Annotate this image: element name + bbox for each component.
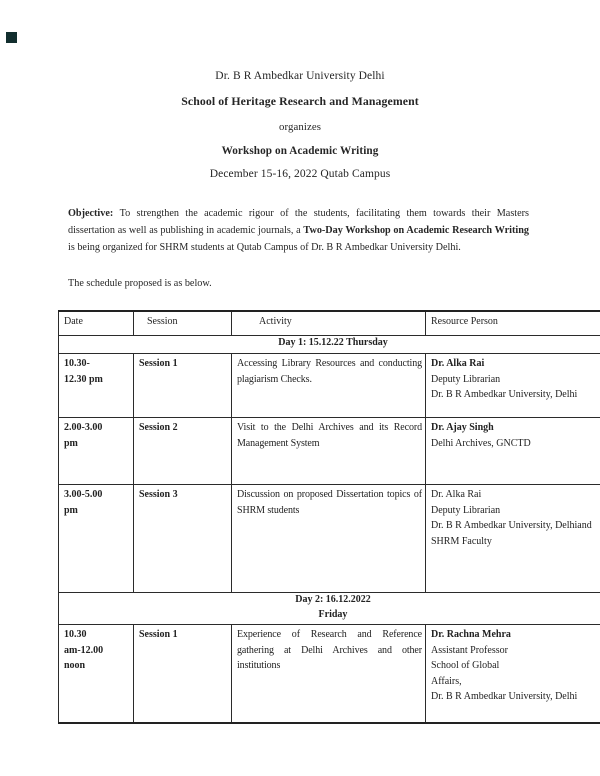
resource-name: Dr. Alka Rai: [431, 358, 485, 369]
title-dates: December 15-16, 2022 Qutab Campus: [209, 168, 391, 180]
resource-line: Dr. Alka Rai: [431, 489, 482, 500]
resource-line: Delhi Archives, GNCTD: [431, 437, 531, 449]
day2-banner-line1: Day 2: 16.12.2022: [295, 594, 371, 605]
table-row: [59, 418, 600, 485]
date-line: pm: [64, 437, 78, 449]
column-header-date: Date: [59, 311, 134, 336]
resource-line: Deputy Librarian: [431, 373, 501, 385]
column-header-session: Session: [134, 311, 232, 336]
column-header-resource-person: Resource Person: [426, 311, 600, 336]
date-cell: [59, 625, 134, 724]
objective-text-1: To strengthen the academic rigour of the students, facilitating them towards their Masters dissertation as well as publishing in academic journals, a: [68, 208, 529, 236]
table-header-row: [59, 311, 600, 336]
resource-line: School of Global: [431, 660, 500, 671]
resource-name: Dr. Ajay Singh: [431, 422, 494, 433]
date-line: 2.00-3.00: [64, 422, 103, 433]
date-line: noon: [64, 660, 86, 671]
day1-banner: Day 1: 15.12.22 Thursday: [59, 336, 600, 354]
session-cell: Session 1: [134, 625, 232, 724]
resource-cell: [426, 354, 600, 418]
resource-line: Dr. B R Ambedkar University, Delhiand: [431, 520, 592, 531]
schedule-table: [58, 310, 600, 724]
session-cell: Session 2: [134, 418, 232, 485]
title-organizes: organizes: [278, 121, 322, 133]
session-cell: Session 1: [134, 354, 232, 418]
day2-banner-row: [59, 593, 600, 625]
title-university: Dr. B R Ambedkar University Delhi: [215, 70, 385, 82]
objective-paragraph: [68, 205, 529, 256]
resource-line: Dr. B R Ambedkar University, Delhi: [431, 691, 578, 702]
day2-banner-line2: Friday: [318, 608, 348, 620]
day2-banner: [59, 593, 600, 625]
resource-name: Dr. Rachna Mehra: [431, 629, 511, 640]
date-cell: [59, 418, 134, 485]
resource-line: Dr. B R Ambedkar University, Delhi: [431, 389, 578, 400]
title-school: School of Heritage Research and Management: [181, 94, 419, 108]
date-cell: [59, 354, 134, 418]
date-line: 10.30-: [64, 358, 90, 369]
activity-cell: Experience of Research and Reference gathering at Delhi Archives and other institutions: [232, 625, 426, 724]
date-cell: [59, 485, 134, 593]
session-cell: Session 3: [134, 485, 232, 593]
resource-line: Affairs,: [431, 675, 462, 687]
activity-cell: Discussion on proposed Dissertation topics of SHRM students: [232, 485, 426, 593]
column-header-activity: Activity: [232, 311, 426, 336]
table-row: [59, 485, 600, 593]
date-line: am-12.00: [64, 644, 104, 656]
corner-mark: [6, 32, 17, 43]
table-row: [59, 354, 600, 418]
activity-cell: Accessing Library Resources and conducting plagiarism Checks.: [232, 354, 426, 418]
date-line: pm: [64, 504, 78, 516]
table-row: [59, 625, 600, 724]
objective-text-2: is being organized for SHRM students at Qutab Campus of Dr. B R Ambedkar University Delhi.: [68, 242, 461, 253]
title-workshop: Workshop on Academic Writing: [221, 145, 379, 157]
objective-bold-phrase: Two-Day Workshop on Academic Research Writing: [303, 225, 529, 236]
date-line: 12.30 pm: [64, 373, 103, 385]
schedule-intro: The schedule proposed is as below.: [68, 278, 212, 289]
resource-cell: [426, 485, 600, 593]
resource-cell: [426, 418, 600, 485]
resource-cell: [426, 625, 600, 724]
day1-banner-row: [59, 336, 600, 354]
date-line: 10.30: [64, 629, 87, 640]
resource-line: Deputy Librarian: [431, 504, 501, 516]
activity-cell: Visit to the Delhi Archives and its Record Management System: [232, 418, 426, 485]
objective-label: Objective:: [68, 208, 120, 219]
date-line: 3.00-5.00: [64, 489, 103, 500]
resource-line: Assistant Professor: [431, 644, 508, 656]
resource-line: SHRM Faculty: [431, 535, 492, 547]
